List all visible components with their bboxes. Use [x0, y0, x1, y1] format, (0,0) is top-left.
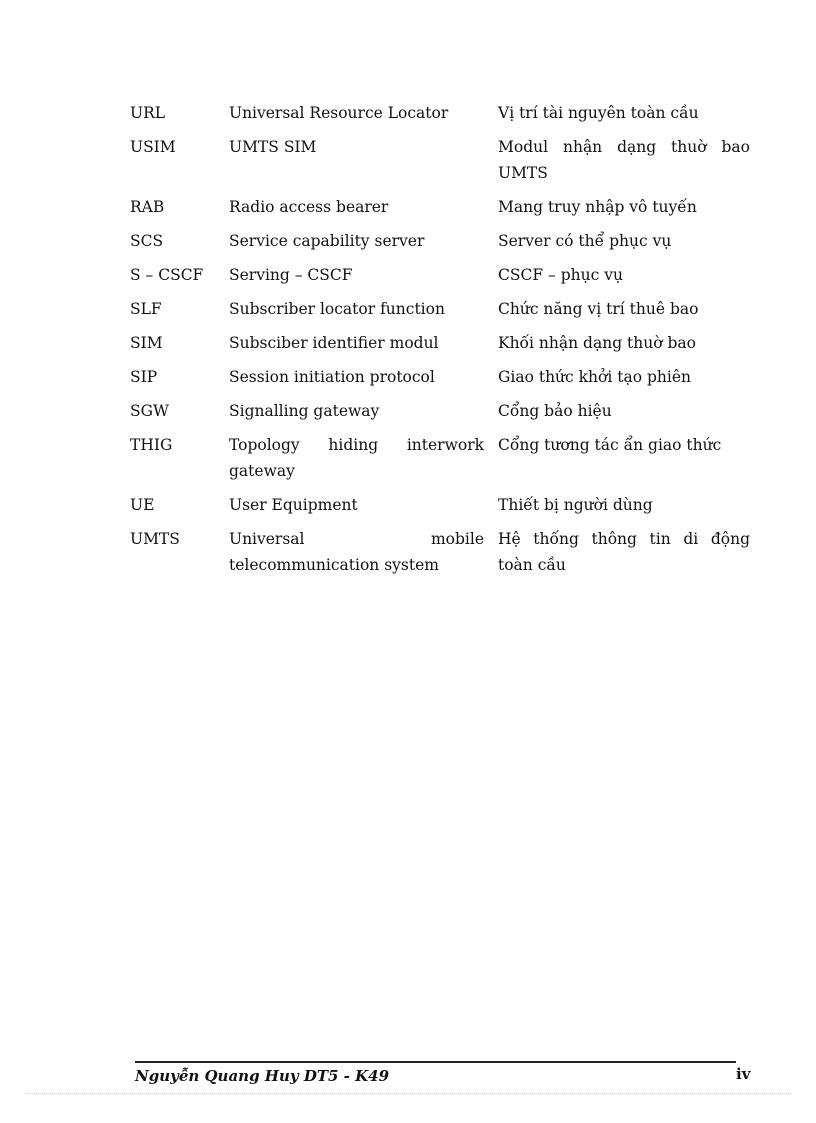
table-row: [124, 490, 750, 524]
abbreviation-table: [124, 98, 750, 584]
abbreviation-cell: UMTS: [130, 530, 180, 548]
vietnamese-term-cell: Modul nhận dạng thuờ bao UMTS: [498, 138, 750, 182]
abbreviation-cell: SIP: [130, 368, 158, 386]
abbreviation-cell: SIM: [130, 334, 163, 352]
vietnamese-term-cell: Khối nhận dạng thuờ bao: [498, 334, 696, 352]
table-row: [124, 396, 750, 430]
abbreviation-cell: SGW: [130, 402, 169, 420]
vietnamese-term-cell: Giao thức khởi tạo phiên: [498, 368, 691, 386]
vietnamese-term-cell: Thiết bị người dùng: [498, 496, 653, 514]
vietnamese-term-cell: Chức năng vị trí thuê bao: [498, 300, 699, 318]
table-row: [124, 328, 750, 362]
vietnamese-term-cell: Hệ thống thông tin di động toàn cầu: [498, 530, 750, 574]
english-term-cell: Service capability server: [229, 232, 425, 250]
english-term-cell: User Equipment: [229, 496, 358, 514]
page-bottom-dotted-line: [25, 1093, 791, 1094]
table-row: [124, 226, 750, 260]
table-row: [124, 98, 750, 132]
vietnamese-term-cell: Cổng tương tác ẩn giao thức: [498, 436, 722, 454]
table-row: [124, 524, 750, 584]
footer-rule: [135, 1061, 736, 1063]
english-term-cell: Session initiation protocol: [229, 368, 435, 386]
vietnamese-term-cell: Vị trí tài nguyên toàn cầu: [498, 104, 699, 122]
english-term-cell: Subscriber locator function: [229, 300, 445, 318]
table-row: [124, 192, 750, 226]
vietnamese-term-cell: CSCF – phục vụ: [498, 266, 623, 284]
abbreviation-cell: URL: [130, 104, 166, 122]
table-row: [124, 260, 750, 294]
english-term-cell: Radio access bearer: [229, 198, 389, 216]
abbreviation-cell: SCS: [130, 232, 164, 250]
vietnamese-term-cell: Cổng bảo hiệu: [498, 402, 612, 420]
footer-author: Nguyễn Quang Huy DT5 - K49: [135, 1067, 390, 1085]
abbreviation-cell: USIM: [130, 138, 176, 156]
table-row: [124, 294, 750, 328]
abbreviation-cell: RAB: [130, 198, 165, 216]
vietnamese-term-cell: Mang truy nhập vô tuyến: [498, 198, 697, 216]
english-term-cell: UMTS SIM: [229, 138, 317, 156]
page-number: iv: [736, 1065, 751, 1083]
english-term-cell: Topology hiding interwork gateway: [229, 436, 484, 480]
english-term-cell: Subsciber identifier modul: [229, 334, 439, 352]
table-row: [124, 132, 750, 192]
table-row: [124, 362, 750, 396]
abbreviation-cell: UE: [130, 496, 155, 514]
english-term-cell: Serving – CSCF: [229, 266, 353, 284]
table-row: [124, 430, 750, 490]
abbreviation-table-body: [124, 98, 750, 584]
abbreviation-cell: S – CSCF: [130, 266, 204, 284]
vietnamese-term-cell: Server có thể phục vụ: [498, 232, 672, 250]
english-term-cell: Universal mobile telecommunication system: [229, 530, 484, 574]
abbreviation-cell: THIG: [130, 436, 173, 454]
english-term-cell: Signalling gateway: [229, 402, 380, 420]
english-term-cell: Universal Resource Locator: [229, 104, 449, 122]
abbreviation-cell: SLF: [130, 300, 162, 318]
